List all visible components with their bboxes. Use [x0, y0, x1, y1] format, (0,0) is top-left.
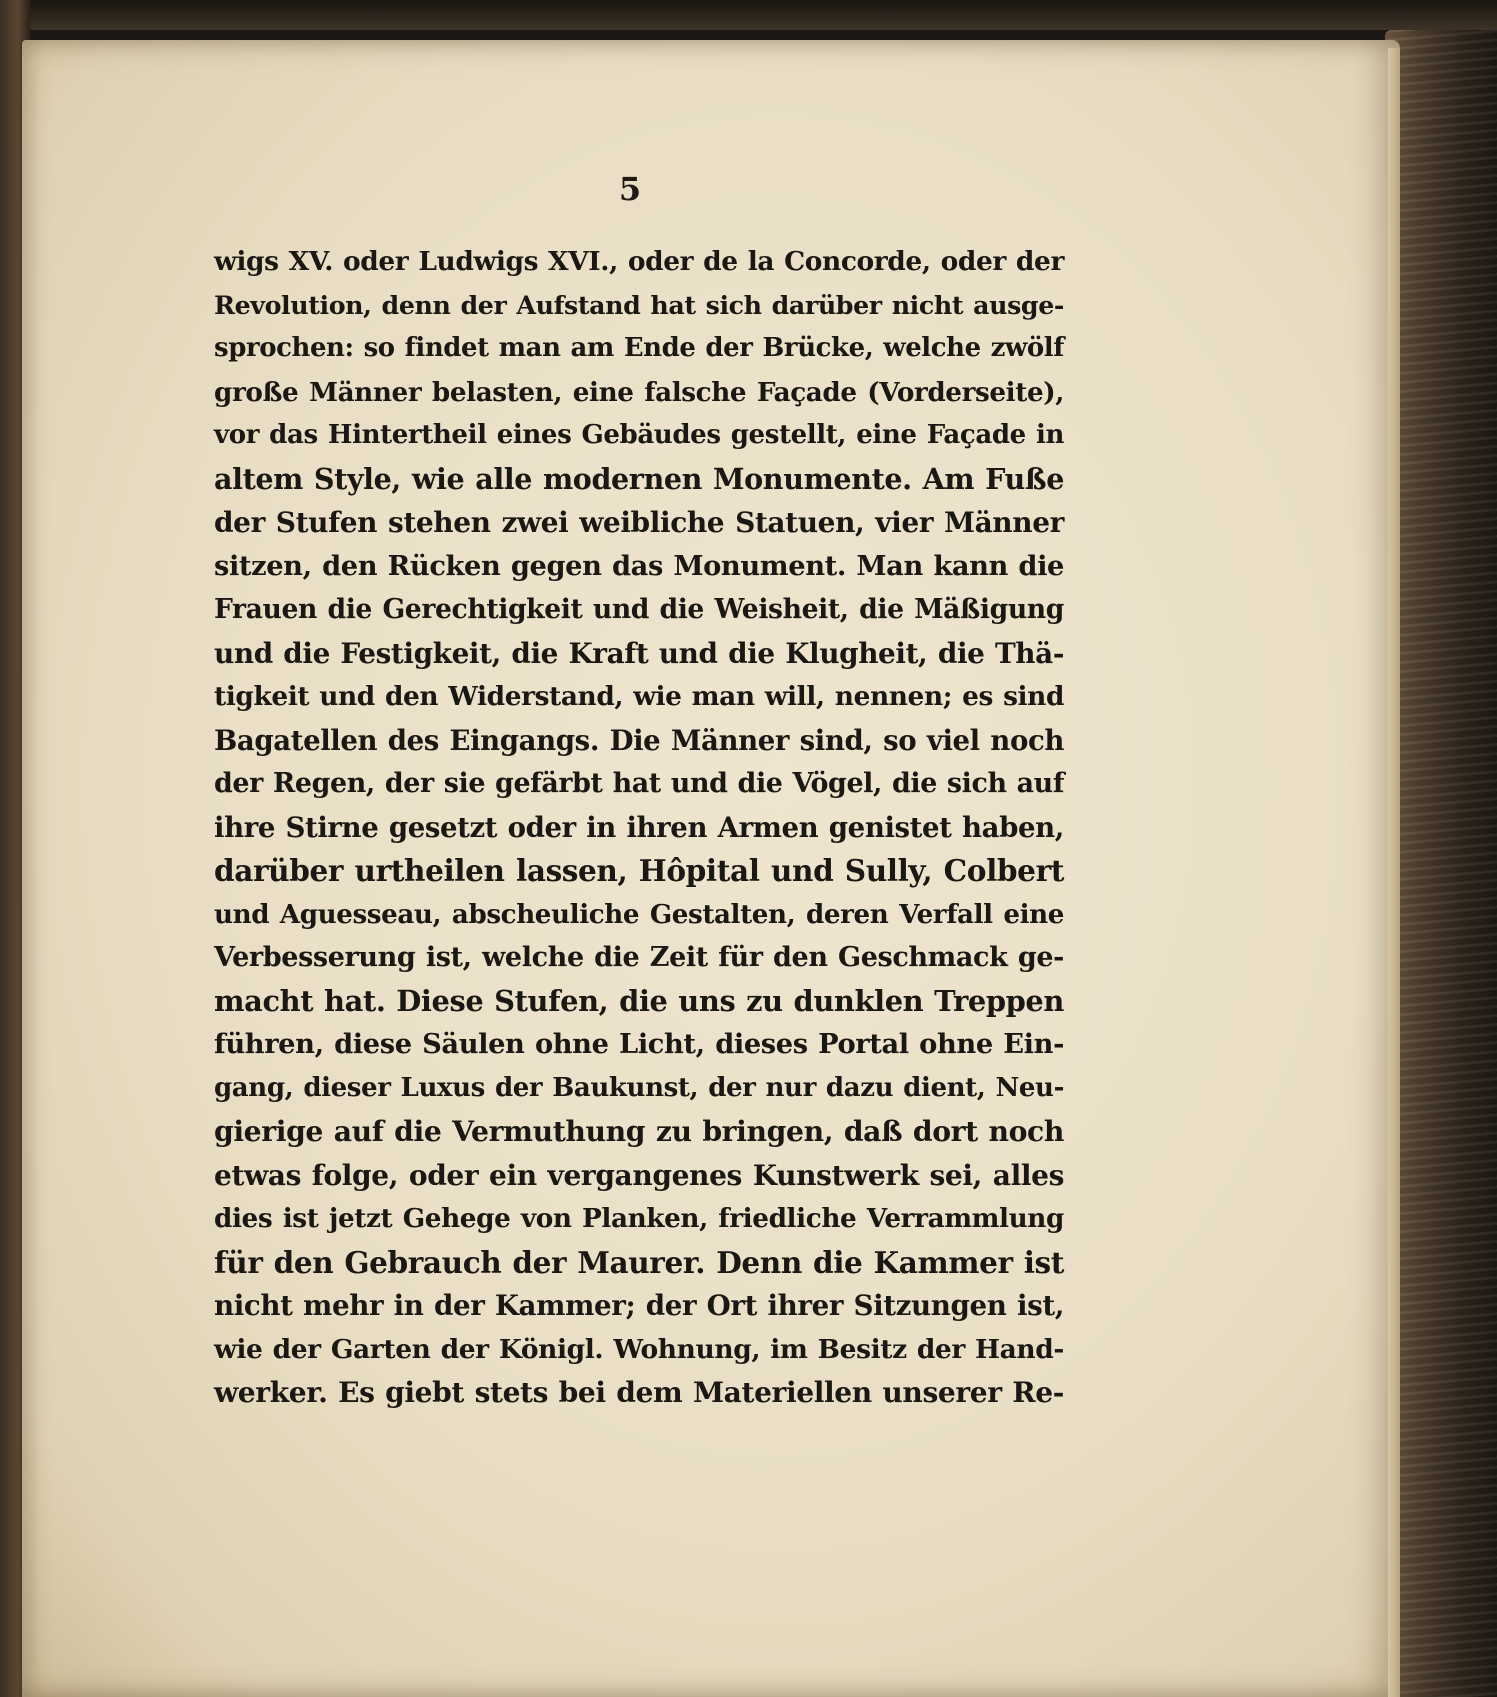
text-line: vor das Hintertheil eines Gebäudes gestellt, eine Façade in [214, 420, 1064, 450]
book-cover-right [1385, 30, 1497, 1697]
text-line: etwas folge, oder ein vergangenes Kunstwerk sei, alles [214, 1158, 1064, 1192]
text-line: Bagatellen des Eingangs. Die Männer sind, so viel noch [214, 723, 1064, 757]
page-number: 5 [618, 170, 642, 208]
text-line: wigs XV. oder Ludwigs XVI., oder de la Concorde, oder der [214, 246, 1064, 277]
text-line: und die Festigkeit, die Kraft und die Klugheit, die Thä- [214, 636, 1064, 670]
book-cover-top [0, 0, 1497, 30]
text-line: darüber urtheilen lassen, Hôpital und Sully, Colbert [214, 853, 1064, 888]
text-line: dies ist jetzt Gehege von Planken, friedliche Verrammlung [214, 1203, 1064, 1234]
text-line: der Stufen stehen zwei weibliche Statuen, vier Männer [214, 506, 1064, 539]
text-line: werker. Es giebt stets bei dem Materiellen unserer Re- [214, 1376, 1064, 1409]
text-line: sprochen: so findet man am Ende der Brücke, welche zwölf [214, 333, 1064, 363]
text-line: macht hat. Diese Stufen, die uns zu dunklen Treppen [214, 983, 1064, 1018]
text-line: Frauen die Gerechtigkeit und die Weisheit, die Mäßigung [214, 594, 1064, 625]
text-line: tigkeit und den Widerstand, wie man will, nennen; es sind [214, 681, 1064, 712]
page-edge [1388, 48, 1400, 1697]
text-line: Verbesserung ist, welche die Zeit für den Geschmack ge- [214, 942, 1064, 973]
text-line: ihre Stirne gesetzt oder in ihren Armen genistet haben, [214, 810, 1064, 844]
text-line: altem Style, wie alle modernen Monumente. Am Fuße [214, 461, 1064, 496]
text-line: gierige auf die Vermuthung zu bringen, daß dort noch [214, 1114, 1064, 1148]
body-text [214, 240, 1064, 1415]
text-line: große Männer belasten, eine falsche Façade (Vorderseite), [214, 376, 1064, 408]
text-line: führen, diese Säulen ohne Licht, dieses Portal ohne Ein- [214, 1028, 1064, 1060]
text-line: und Aguesseau, abscheuliche Gestalten, deren Verfall eine [214, 898, 1064, 930]
text-line: Revolution, denn der Aufstand hat sich darüber nicht ausge- [214, 289, 1064, 320]
text-line: der Regen, der sie gefärbt hat und die Vögel, die sich auf [214, 768, 1064, 799]
text-line: nicht mehr in der Kammer; der Ort ihrer Sitzungen ist, [214, 1289, 1064, 1322]
text-line: für den Gebrauch der Maurer. Denn die Kammer ist [214, 1244, 1064, 1280]
text-line: sitzen, den Rücken gegen das Monument. Man kann die [214, 549, 1064, 582]
text-line: gang, dieser Luxus der Baukunst, der nur dazu dient, Neu- [214, 1072, 1064, 1103]
text-line: wie der Garten der Königl. Wohnung, im Besitz der Hand- [214, 1333, 1064, 1365]
